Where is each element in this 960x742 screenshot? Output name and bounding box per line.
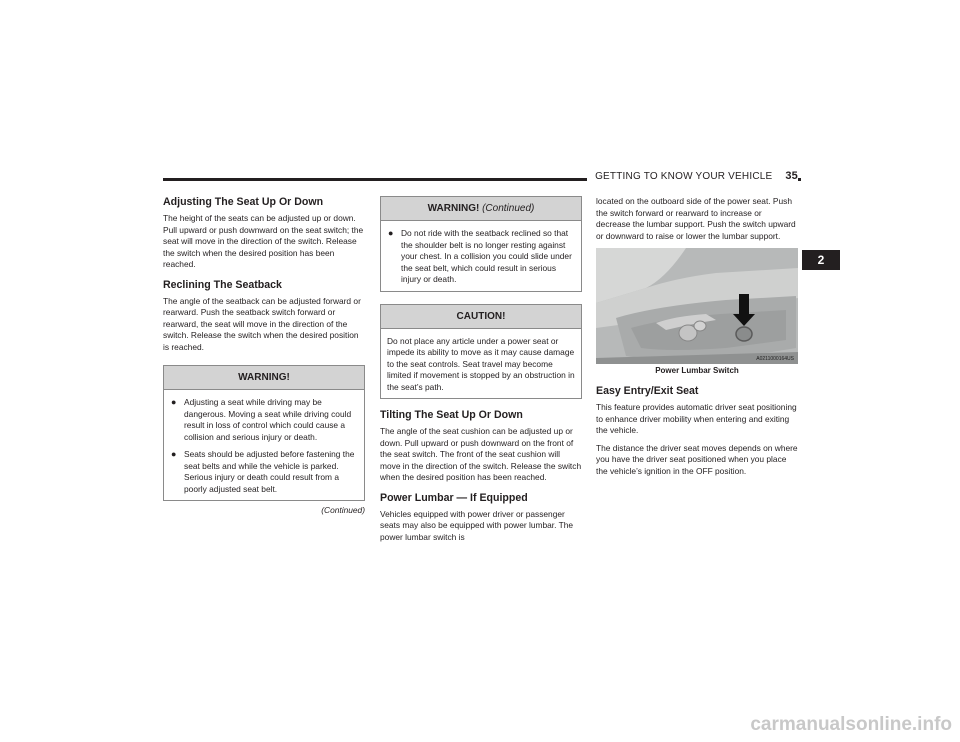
caution-body [381, 329, 581, 399]
seat-illustration [596, 248, 798, 364]
paragraph-easy-entry-1: This feature provides automatic driver seat positioning to enhance driver mobility when entering and exiting the vehicle. [596, 402, 797, 435]
warning-item: ● Do not ride with the seatback reclined so that the shoulder belt is no longer resting against your chest. In a collision you could slide under the seat belt, which could result in serious injury or death. [388, 228, 572, 284]
caution-box [380, 304, 582, 400]
continued-note: (Continued) [321, 505, 365, 515]
bullet-icon: ● [171, 397, 177, 407]
heading-adjust-up-down: Adjusting The Seat Up Or Down [163, 196, 324, 208]
paragraph-easy-entry-2: The distance the driver seat moves depends on where you have the driver seat positioned when you place the vehicle’s ignition in the OFF position. [596, 442, 798, 476]
column-2 [380, 196, 582, 549]
warning-item: ● Seats should be adjusted before fastening the seat belts and while the vehicle is parked. Serious injury or death could result from a poorly adjusted seat belt. [171, 449, 355, 494]
heading-power-lumbar: Power Lumbar — If Equipped [380, 491, 528, 504]
paragraph-power-lumbar: Vehicles equipped with power driver or passenger seats may also be equipped with power lumbar. The power lumbar switch is [380, 508, 574, 542]
paragraph-reclining: The angle of the seatback can be adjusted forward or rearward. Push the seatback switch forward or rearward, the seat will move in the direction of the switch. Release the switch when the desired position is reached. [163, 295, 361, 352]
power-lumbar-figure [596, 248, 798, 364]
warning-item: ● Adjusting a seat while driving may be dangerous. Moving a seat while driving could result in loss of control which could cause a collision and serious injury or death. [171, 397, 352, 442]
heading-tilting: Tilting The Seat Up Or Down [380, 409, 523, 421]
chapter-tab: 2 [802, 250, 840, 270]
watermark-text: carmanualsonline.info [750, 714, 952, 735]
column-1 [163, 196, 365, 515]
heading-reclining: Reclining The Seatback [163, 278, 282, 291]
figure-code: A0211000164US [756, 356, 794, 362]
warning-continued-title: WARNING! (Continued) [381, 197, 581, 221]
paragraph-adjust-up-down: The height of the seats can be adjusted up or down. Pull upward or push downward on the seat switch; the seat will move in the direction of the switch. Release the switch when the desired position has been reached. [163, 213, 364, 269]
warning-continued-box [380, 196, 582, 292]
paragraph-tilting: The angle of the seat cushion can be adjusted up or down. Pull upward or push downward on the front of the seat switch. The front of the seat cushion will move in the direction of the switch. Release the switch when the desired position has been reached. [380, 426, 582, 482]
heading-easy-entry: Easy Entry/Exit Seat [596, 385, 699, 397]
warning-title: WARNING! [164, 366, 364, 390]
paragraph-lumbar-continued: located on the outboard side of the power seat. Push the switch forward or rearward to increase or decrease the lumbar support. Push the switch upward or downward to raise or lower the lumbar support. [596, 196, 796, 241]
page-number: 35 [785, 170, 798, 182]
warning-continued-body [381, 221, 581, 291]
warning-body [164, 390, 364, 500]
caution-title: CAUTION! [381, 305, 581, 329]
section-title: GETTING TO KNOW YOUR VEHICLE [595, 171, 773, 182]
bullet-icon: ● [171, 449, 177, 459]
running-header [587, 170, 798, 182]
figure-caption: Power Lumbar Switch [655, 366, 739, 375]
warning-box [163, 365, 365, 501]
bullet-icon: ● [388, 228, 394, 238]
column-3 [596, 196, 798, 483]
caution-text: Do not place any article under a power seat or impede its ability to move as it may cause damage to the seat controls. Seat travel may become limited if movement is stopped by an obstruction in the seat’s path. [387, 335, 575, 392]
